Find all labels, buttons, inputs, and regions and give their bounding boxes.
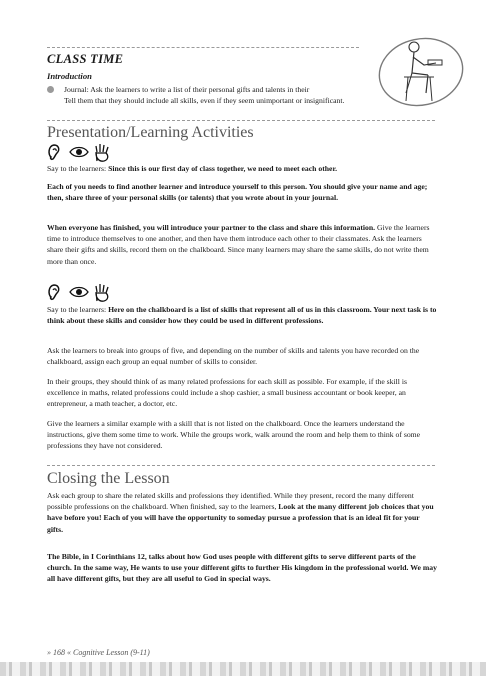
instruction-text: Since this is our first day of class together, we need to meet each other. [108,164,338,173]
instruction-text: Here on the chalkboard is a list of skills that represent all of us in this classroom. Your next task is to think about these skills and consider how they could be used in different professions. [47,305,437,326]
say-to-learners-label: Say to the learners: [47,164,109,173]
paragraph: Give the learners a similar example with a skill that is not listed on the chalkboard. Once the learners understand the instructions, give them some time to work. While the groups work, walk around the room and help them to think of some professions they have not considered. [47,419,421,451]
paragraph [47,181,437,203]
instruction-text: Look at the many different job choices that you have before you! Each of you will have the opportunity to someday pursue a profession that is an ideal fit for your gifts. [47,502,434,534]
ear-icon [47,143,61,161]
decorative-footer-band [0,662,486,676]
senses-icons [47,143,117,163]
paragraph [47,490,437,535]
bullet-icon [47,86,54,93]
body-text: Give the learners time to introduce themselves to one another, and then have them introduce each other to their classmates. Ask the learners share their gifts and skills, record them on the chalkboard. Since many learners may share the same skills, do not write them more than once. [47,223,430,266]
class-time-heading: CLASS TIME [47,52,124,66]
hand-icon [93,283,111,303]
paragraph: In their groups, they should think of as many related professions for each skill as possible. For example, if the skill is excellence in maths, related professions could include a shop cashier, a small business accountant or book keeper, an entrepreneur, a math teacher, a doctor, etc. [47,377,407,409]
section-divider [47,465,435,466]
closing-heading: Closing the Lesson [47,470,170,487]
paragraph [47,551,437,585]
instruction-text: Each of you needs to find another learner and introduce yourself to this person. You should give your name and age; then, share three of your personal skills (or talents) that you wrote about in your journal. [47,182,428,203]
instruction-text: The Bible, in I Corinthians 12, talks about how God uses people with different gifts to serve different parts of the church. In the same way, He wants to use your different gifts to further His kingdom in the professional world. We may all have different gifts, but they are all useful to God in special ways. [47,552,437,584]
journal-line-2: Tell them that they should include all skills, even if they seem unimportant or insignificant. [64,96,345,106]
section-divider [47,120,435,121]
journal-bullet [47,84,397,106]
journal-line-1: Journal: Ask the learners to write a list of their personal gifts and talents in their [64,85,310,94]
say-to-learners-label: Say to the learners: [47,305,109,314]
paragraph: Ask the learners to break into groups of five, and depending on the number of skills and talents you have recorded on the chalkboard, assign each group an equal number of skills to consider. [47,346,420,367]
introduction-heading: Introduction [47,71,92,81]
paragraph [47,163,437,174]
hand-icon [93,143,111,163]
page-footer: » 168 « Cognitive Lesson (9-11) [47,648,150,657]
instruction-text: When everyone has finished, you will introduce your partner to the class and share this information. [47,223,376,232]
eye-icon [69,283,89,301]
paragraph [47,222,437,267]
paragraph [47,304,437,326]
body-text: Ask each group to share the related skills and professions they identified. While they present, record the many different possible professions on the chalkboard. When finished, say to the learners, [47,491,414,512]
senses-icons [47,283,117,303]
ear-icon [47,283,61,301]
eye-icon [69,143,89,161]
presentation-heading: Presentation/Learning Activities [47,124,254,141]
section-divider [47,47,359,48]
